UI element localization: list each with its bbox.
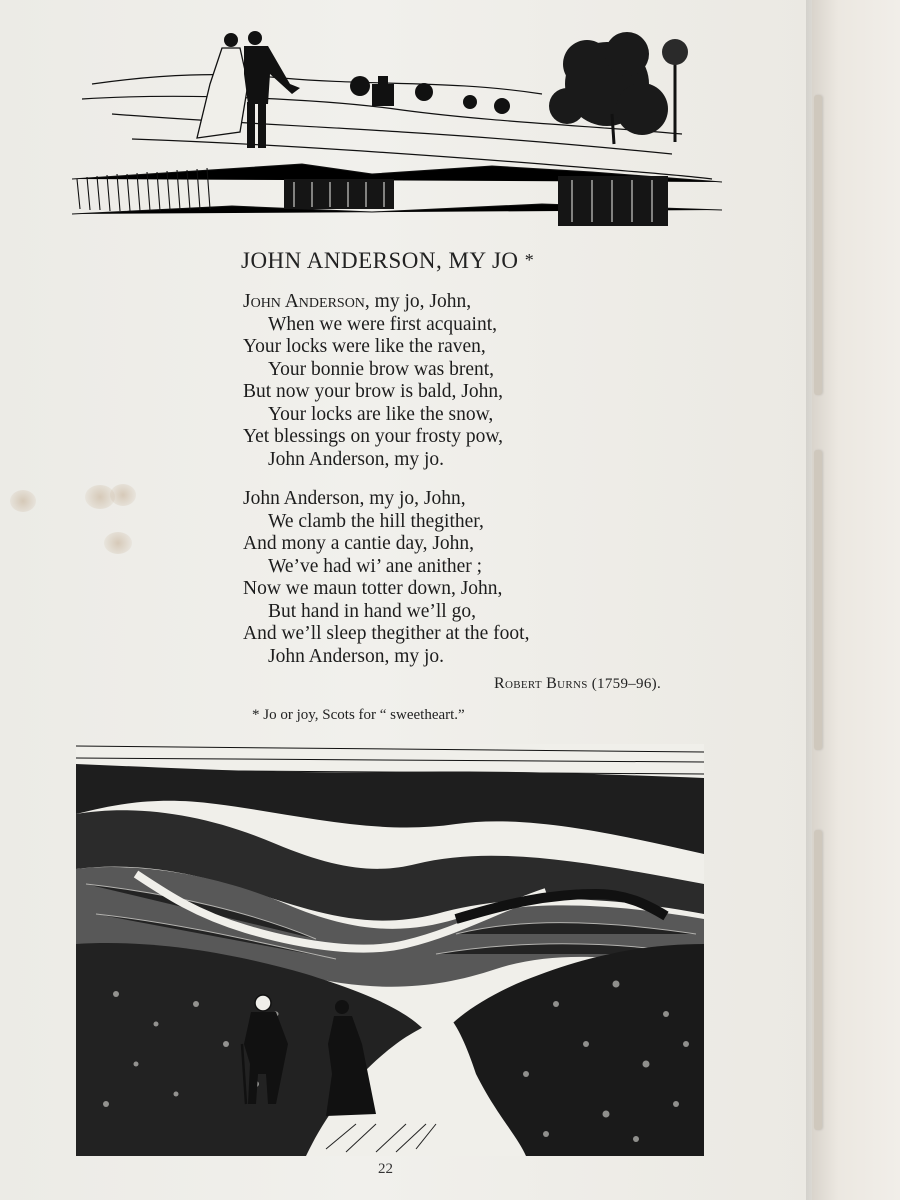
poem-line: Yet blessings on your frosty pow, (243, 426, 504, 447)
top-illustration (72, 14, 722, 236)
poem-line: And we’ll sleep thegither at the foot, (243, 623, 530, 644)
poem-line: John Anderson, my jo. (268, 448, 445, 470)
poem-stanza-2 (243, 488, 529, 668)
poem-line: But now your brow is bald, John, (243, 381, 503, 402)
poem-line: When we were first acquaint, (268, 313, 498, 335)
poem-stanza-1 (243, 291, 503, 471)
paper-stain (10, 490, 36, 512)
poem-line: John Anderson, my jo, John, (243, 488, 466, 509)
poem-line: John Anderson, my jo, John, (243, 291, 472, 312)
page-number: 22 (378, 1161, 393, 1177)
paper-stain (110, 484, 136, 506)
bottom-illustration (76, 744, 704, 1156)
paper-stain (104, 532, 132, 554)
book-spine (812, 0, 900, 1200)
poem-line: But hand in hand we’ll go, (268, 600, 476, 622)
poem-title: JOHN ANDERSON, MY JO * (241, 248, 535, 273)
poem-line: Now we maun totter down, John, (243, 578, 503, 599)
footnote: * Jo or joy, Scots for “ sweetheart.” (252, 707, 465, 723)
poem-line: Your locks are like the snow, (268, 403, 494, 425)
poem-line: Your bonnie brow was brent, (268, 358, 495, 380)
binding-stitch (814, 450, 822, 750)
poem-line: And mony a cantie day, John, (243, 533, 475, 554)
binding-stitch (814, 830, 822, 1130)
poem-line: We’ve had wi’ ane anither ; (268, 555, 483, 577)
poem-author: Robert Burns (1759–96). (494, 675, 661, 692)
poem-line: John Anderson, my jo. (268, 645, 445, 667)
poem-line: Your locks were like the raven, (243, 336, 486, 357)
poem-line: We clamb the hill thegither, (268, 510, 484, 532)
binding-stitch (814, 95, 822, 395)
